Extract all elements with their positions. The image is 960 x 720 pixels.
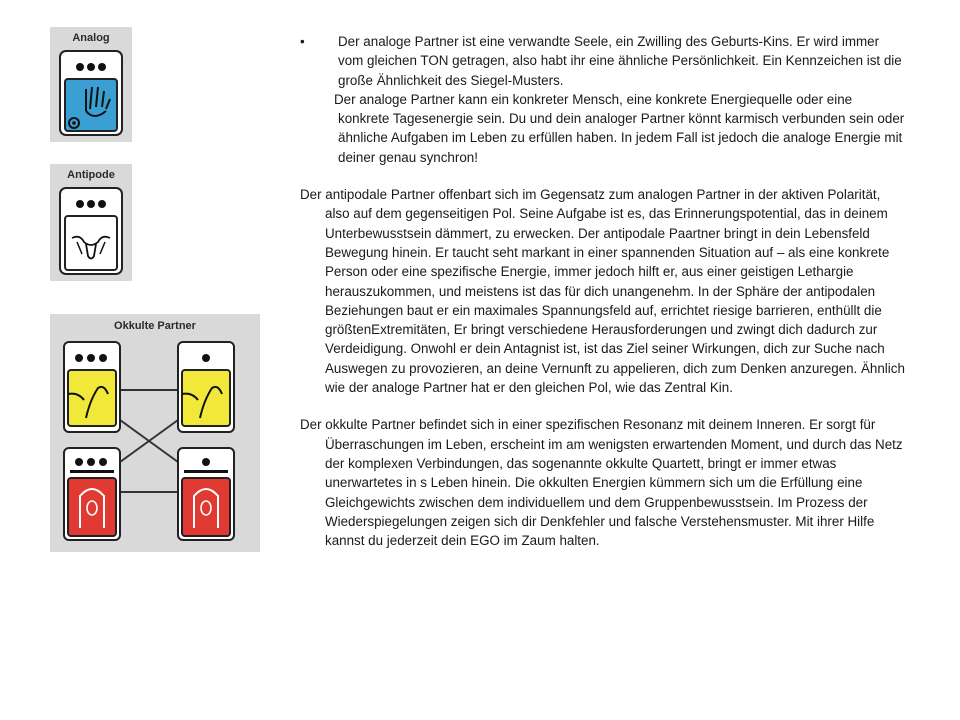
paragraph-analog-detail: Der analoge Partner kann ein konkreter Mensch, eine konkrete Energiequelle oder eine konkrete Tagesenergie sein. Du und dein analoger Partner könnt karmisch verbunden sein oder ähnliche Aufgaben im Leben zu erfüllen haben. In jedem Fall ist jedoch die analoge Energie mit deiner genau synchron! xyxy=(334,91,905,165)
paragraph-analog-intro-text: Der analoge Partner ist eine verwandte Seele, ein Zwilling des Geburts-Kins. Er wird immer vom gleichen TON getragen, also habt ihr eine ähnliche Persönlichkeit. Ein Kennzeichen ist die große Ähnlichkeit des Siegel-Musters. xyxy=(338,34,902,88)
analog-glyph-icon xyxy=(50,27,132,142)
paragraph-occult: Der okkulte Partner befindet sich in einer spezifischen Resonanz mit deinem Inneren. Er sorgt für Überraschungen im Leben, erscheint im am wenigsten erwartenden Moment, und durch das Netz der komplexen Verbindungen, das sogenannte okkulte Quartett, bringt er immer etwas unerwartetes in s Leben hinein. Die okkulten Energien kümmern sich um die Erfüllung eine Gleichgewichts zwischen dem individuellem und dem Gruppenbewusstsein. Im Prozess der Wiederspiegelungen zeigen sich dir Denkfehler und falsche Verstehensmuster. Mit ihrer Hilfe kannst du jederzeit dein EGO im Zaum halten. xyxy=(300,417,903,549)
paragraph-analog-intro xyxy=(300,32,905,90)
occult-glyph-icon xyxy=(50,314,260,552)
occult-glyph-title: Okkulte Partner xyxy=(114,320,196,332)
bullet-marker: • xyxy=(300,34,305,49)
analog-glyph-title: Analog xyxy=(72,32,110,44)
paragraph-antipode: Der antipodale Partner offenbart sich im Gegensatz zum analogen Partner in der aktiven Polarität, also auf dem gegenseitigen Pol. Seine Aufgabe ist es, das Erinnerungspotential, das in deinem Unterbewusstsein dämmert, zu erwecken. Der antipodale Paartner bringt in dein Lebensfeld Bewegung hinein. Er taucht seht markant in einer spannenden Situation auf – als eine konkrete Person oder eine spezifische Energie, immer jedoch hilft er, aus einer geistigen Lethargie herauszukommen, und meistens ist das für dich unangenehm. In der Sphäre der antipodalen Beziehungen baut er ein maximales Spannungsfeld auf, errichtet riesige barrieren, enthüllt die größtenExtremitäten, Er bringt verschiedene Herausforderungen und zwingt dich dadurch zur Verdeidigung. Onwohl er dein Antagnist ist, ist das Ziel seiner Wirkungen, dich zur Suche nach Auswegen zu provozieren, an deine Vernunft zu appelieren, dich zum Denken anzuregen. Ähnlich wie der analoge Partner hat er den gleichen Pol, wie das Zentral Kin. xyxy=(300,187,905,396)
body-text xyxy=(300,32,905,550)
occult-glyph-panel xyxy=(50,314,260,552)
occult-bottom-left-seal-icon xyxy=(64,448,120,540)
occult-top-right-seal-icon xyxy=(178,342,234,432)
occult-bottom-right-seal-icon xyxy=(178,448,234,540)
antipode-glyph-title: Antipode xyxy=(67,169,115,181)
antipode-seal-icon xyxy=(65,216,117,270)
antipode-glyph-icon xyxy=(50,164,132,281)
occult-top-left-seal-icon xyxy=(64,342,120,432)
analog-glyph-panel xyxy=(50,27,132,142)
antipode-glyph-panel xyxy=(50,164,132,281)
